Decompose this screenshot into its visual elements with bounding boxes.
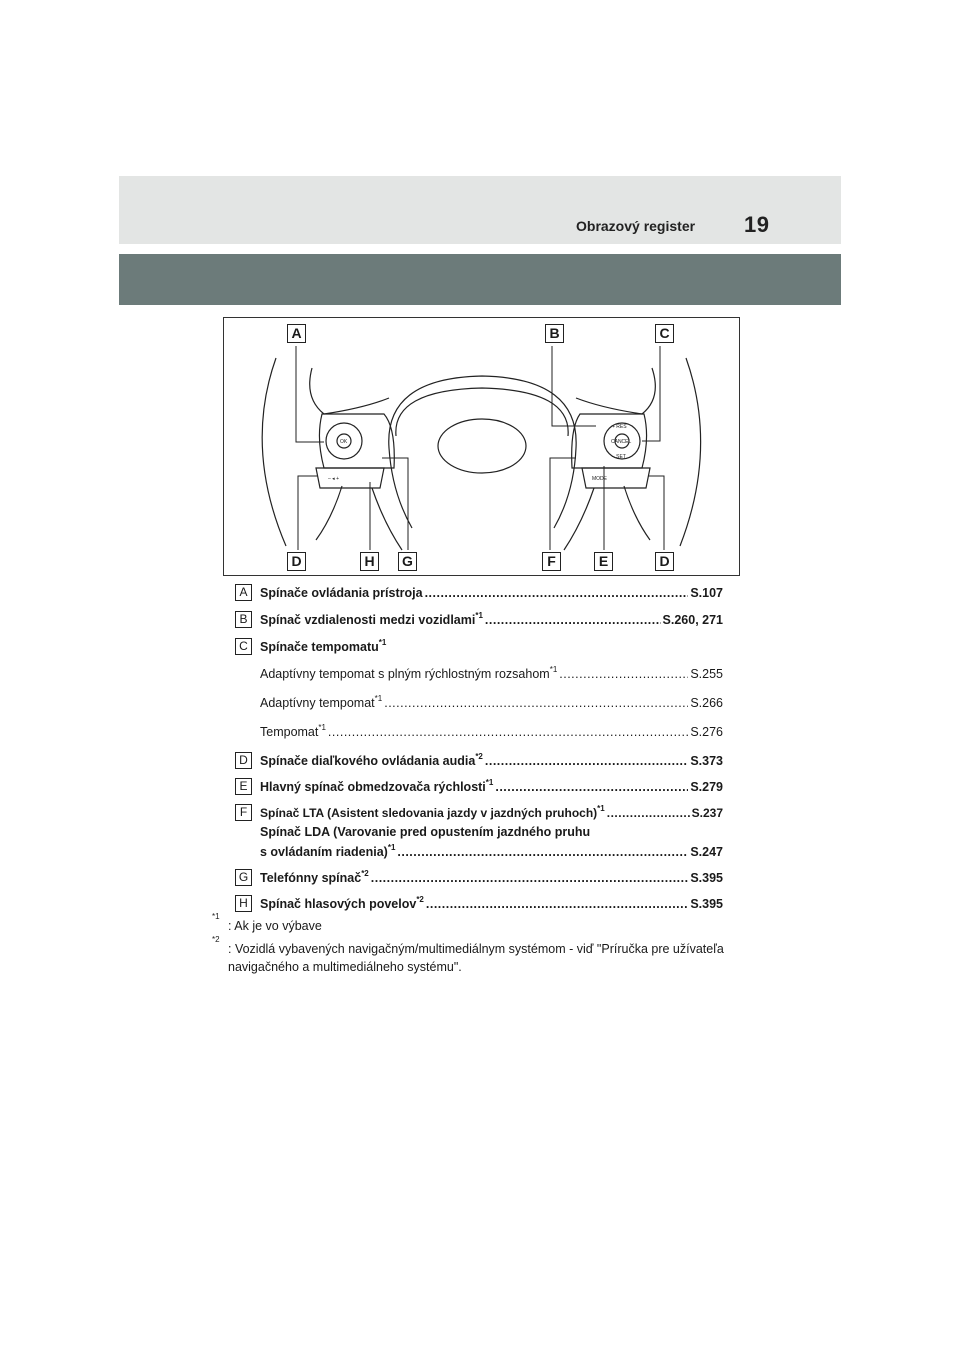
entry-letter: B [235,611,252,628]
footnote-marker: *1 [387,842,396,852]
callout-d-right: D [655,552,674,571]
entry-text: Hlavný spínač obmedzovača rýchlosti [260,780,486,794]
footnote-2: *2 : Vozidlá vybavených navigačným/multimediálnym systémom - viď "Príručka pre užívateľa navigačného a multimediálneho systému". [212,935,724,974]
callout-c: C [655,324,674,343]
entry-text: Telefónny spínač [260,871,362,885]
entry-letter: D [235,752,252,769]
callout-b: B [545,324,564,343]
entry-letter: C [235,638,252,655]
section-title: Obrazový register [576,218,696,234]
page-reference: S.395 [690,871,723,885]
entry-text: Spínač LTA (Asistent sledovania jazdy v jazdných pruhoch) [260,806,598,820]
page-reference: S.255 [690,667,723,681]
wheel-hub [389,376,576,528]
footnote-marker: *1 [374,693,383,703]
footnote-marker: *1 [549,664,558,674]
footnote-marker: *1 [485,777,494,787]
footnote-marker: *1 [597,804,605,813]
page-reference: S.373 [690,754,723,768]
footnote-marker: *1 [475,610,483,620]
entry-letter: A [235,584,252,601]
res-label: + RES [612,424,627,430]
page-reference: S.279 [690,780,723,794]
section-bar [119,254,841,305]
right-switch-panel [572,414,647,468]
footnote-1: *1 : Ak je vo výbave [212,912,322,933]
wheel-rim-right-outer [680,358,701,546]
leader-c [642,346,660,441]
entry-text: Spínač hlasových povelov [260,897,417,911]
entry-letter: F [235,804,252,821]
entry-letter: G [235,869,252,886]
entry-text: Spínač LDA (Varovanie pred opustením jazdného pruhu [260,825,591,839]
footnote-marker: *1 [378,637,387,647]
page-reference: S.237 [691,806,723,820]
entry-letter: E [235,778,252,795]
volume-label: – ◂ + [328,476,339,482]
callout-d-left: D [287,552,306,571]
page-reference: S.266 [690,696,723,710]
leader-d-left [298,476,318,550]
page-reference: S.107 [690,586,723,600]
steering-wheel-figure [223,317,740,576]
entry-text: Adaptívny tempomat s plným rýchlostným rozsahom [260,667,550,681]
entry-text: Spínače diaľkového ovládania audia [260,754,476,768]
footnote-marker: *2 [475,751,483,761]
entry-text: s ovládaním riadenia) [260,845,388,859]
wheel-rim-left-outer [262,358,286,546]
callout-f: F [542,552,561,571]
page-reference: S.247 [690,845,723,859]
callout-h: H [360,552,379,571]
header-band [119,176,841,244]
callout-a: A [287,324,306,343]
footnote-marker: *2 [361,868,369,878]
footnote-text: : Ak je vo výbave [228,919,322,933]
airbag-cover [438,419,526,473]
audio-switch-left [316,468,384,488]
leader-d-right [648,476,664,550]
entry-text: Adaptívny tempomat [260,696,375,710]
entry-text: Spínače ovládania prístroja [260,586,423,600]
footnote-marker: *1 [318,722,326,732]
leader-g [382,458,408,550]
entry-text: Spínače tempomatu [260,640,379,654]
set-label: – SET [612,454,626,460]
cancel-label: CANCEL [611,439,632,445]
mode-label: MODE [592,476,607,482]
callout-g: G [398,552,417,571]
left-switch-panel [319,414,394,468]
footnote-text: : Vozidlá vybavených navigačným/multimediálnym systémom - viď "Príručka pre užívateľa navigačného a multimediálneho systému". [228,942,724,974]
page-reference: S.260, 271 [662,613,723,627]
page-reference: S.395 [690,897,723,911]
ok-label: OK [340,439,348,445]
footnote-marker: *2 [416,894,424,904]
entry-text: Spínač vzdialenosti medzi vozidlami [260,613,476,627]
steering-wheel-illustration [224,318,740,576]
footnotes [212,912,752,976]
entry-text: Tempomat [260,725,319,739]
page-reference: S.276 [690,725,723,739]
callout-e: E [594,552,613,571]
page-number: 19 [744,212,770,237]
entry-letter: H [235,895,252,912]
